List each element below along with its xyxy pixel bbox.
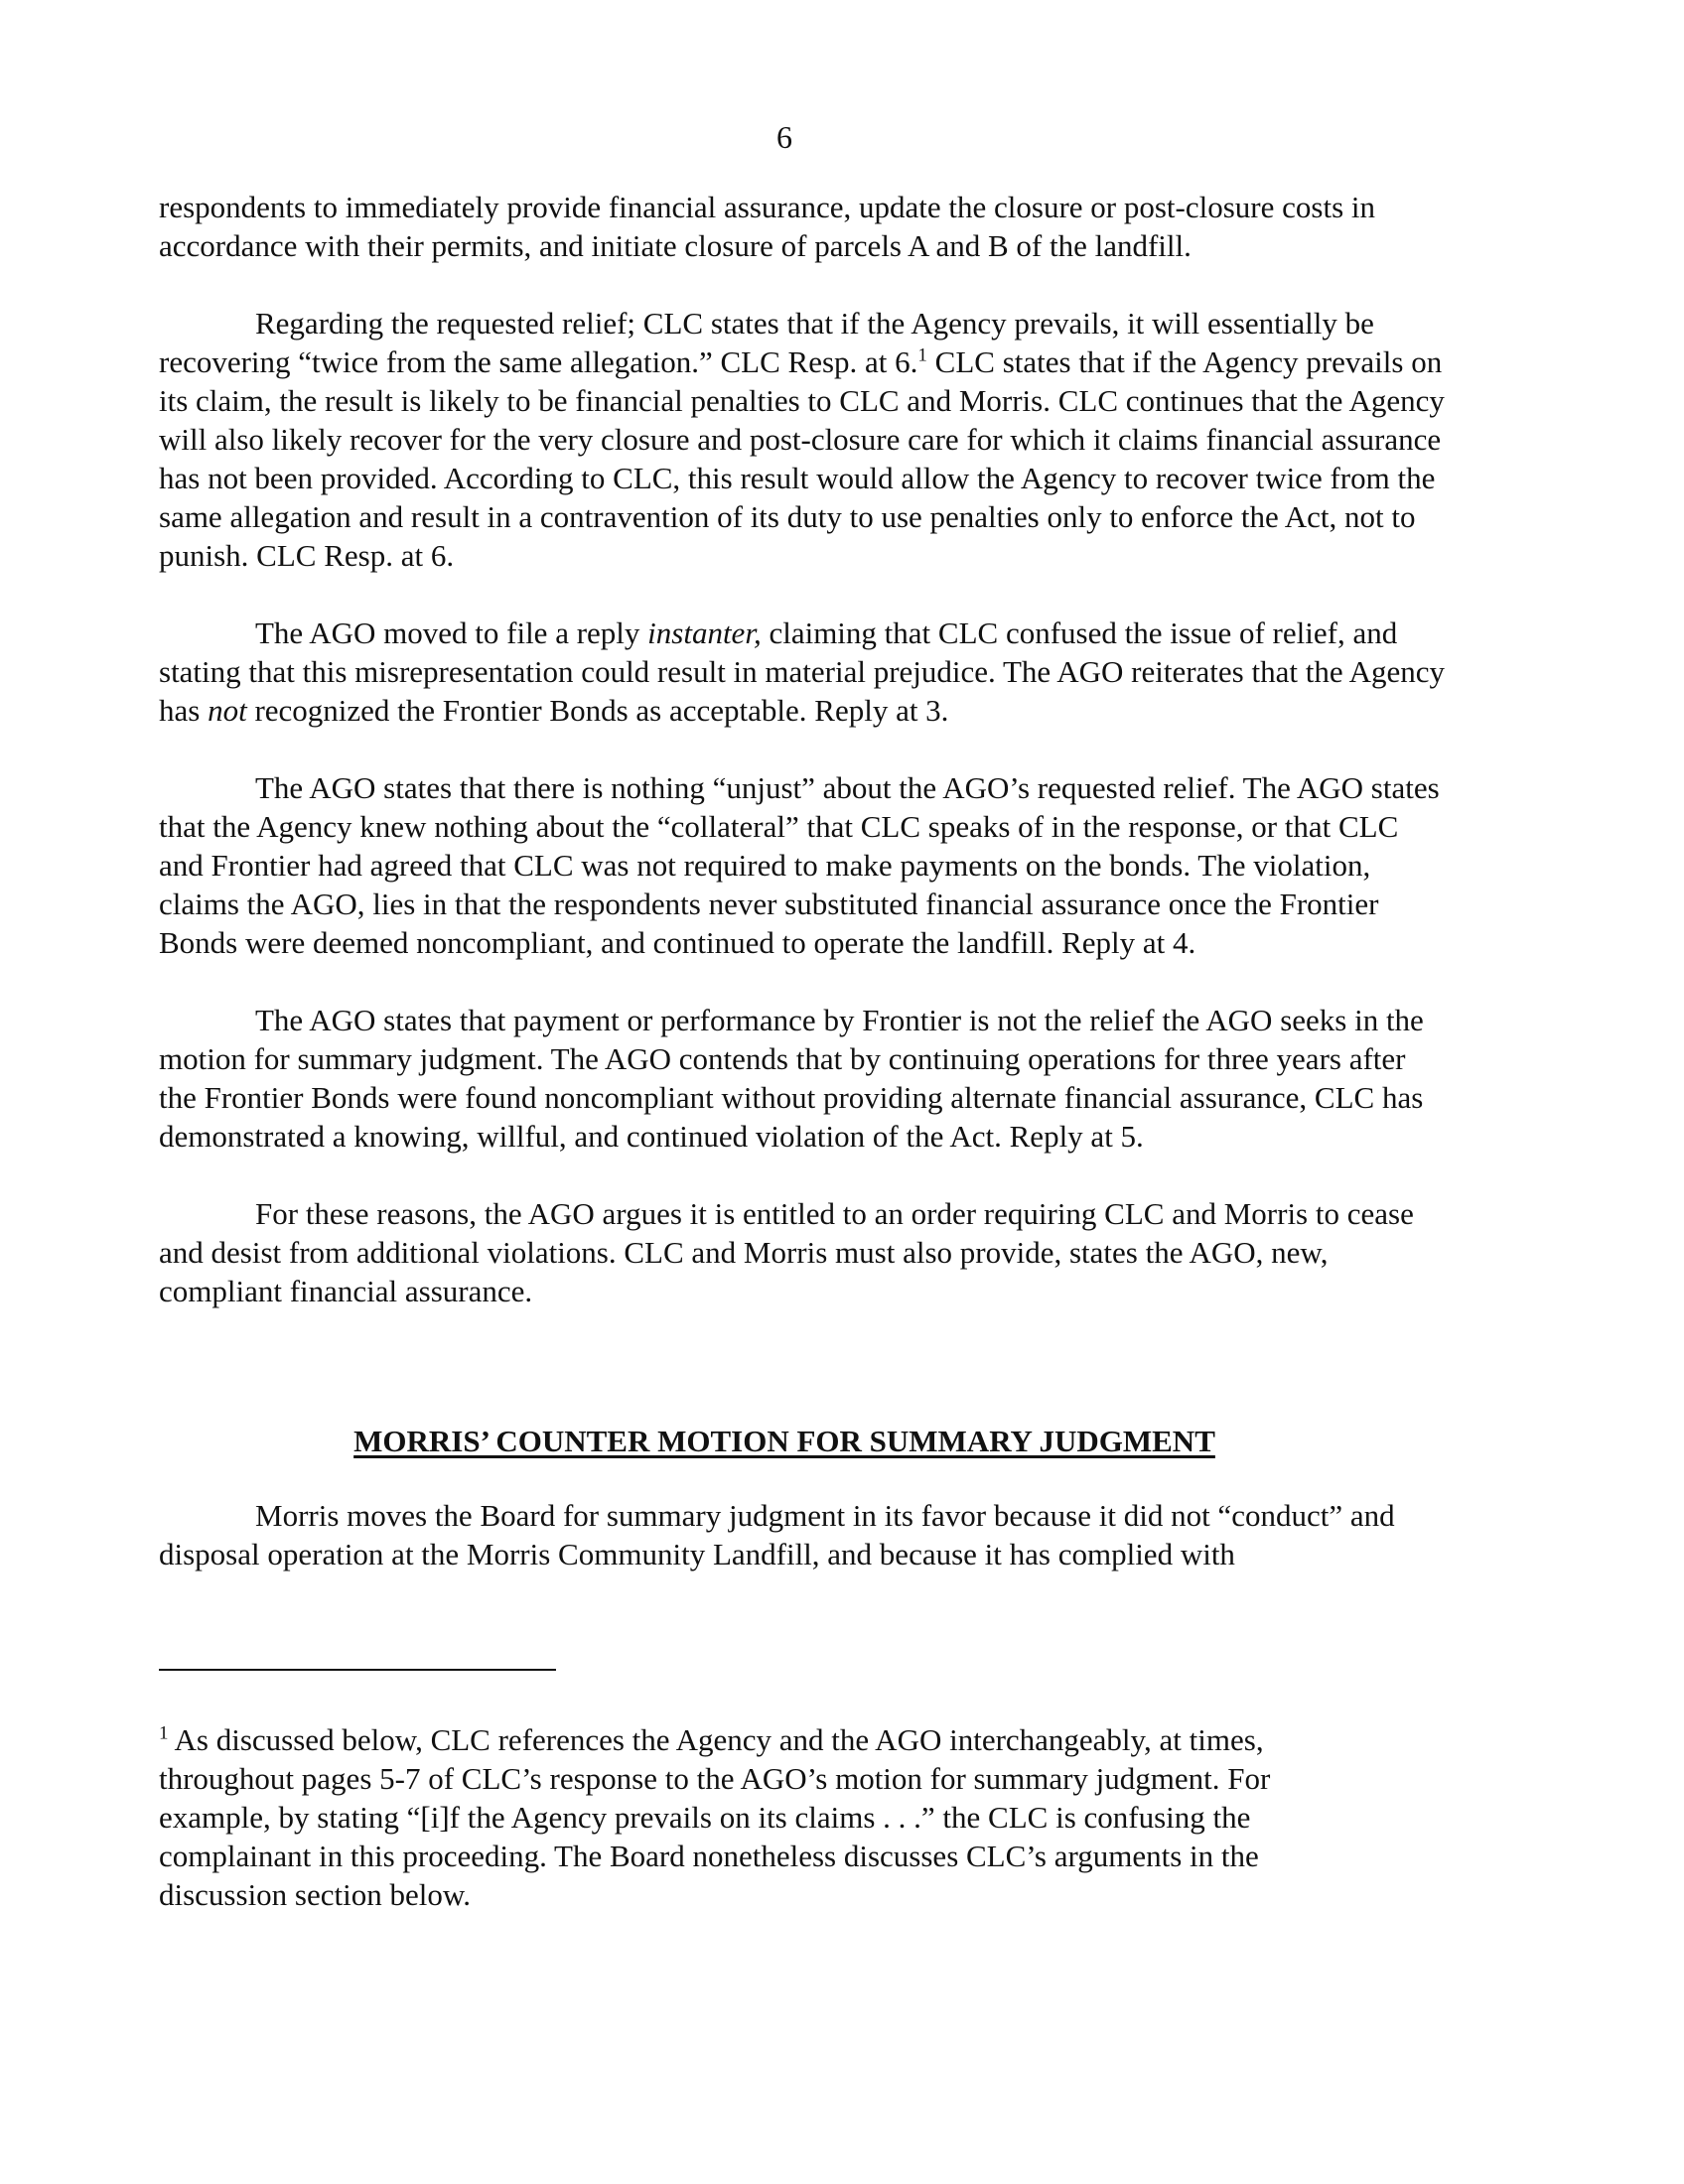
paragraph-requested-relief [159, 304, 1450, 575]
footnote [159, 1720, 1375, 1914]
section-heading: MORRIS’ COUNTER MOTION FOR SUMMARY JUDGMENT [353, 1424, 1215, 1458]
paragraph-text: recognized the Frontier Bonds as acceptable. Reply at 3. [254, 693, 949, 728]
section-body [159, 1496, 1450, 1612]
footnote-marker: 1 [159, 1722, 169, 1744]
paragraph-payment: The AGO states that payment or performance by Frontier is not the relief the AGO seeks in the motion for summary judgment. The AGO contends that by continuing operations for three years after the Frontier Bonds were found noncompliant without providing alternate financial assurance, CLC has demonstrated a knowing, willful, and continued violation of the Act. Reply at 5. [159, 1003, 1424, 1154]
italic-term: instanter, [647, 615, 762, 650]
page-number: 6 [776, 119, 792, 155]
paragraph-ago-reply [159, 614, 1450, 730]
italic-emphasis: not [208, 693, 247, 728]
paragraph-text: Regarding the requested relief; CLC states that if the Agency prevails, it will essentially be recovering “twice from the same allegation.” CLC Resp. at 6. [159, 306, 1374, 379]
paragraph-text: The AGO moved to file a reply [255, 615, 640, 650]
paragraph-unjust: The AGO states that there is nothing “unjust” about the AGO’s requested relief. The AGO states that the Agency knew nothing about the “collateral” that CLC speaks of in the response, or that CLC and Frontier had agreed that CLC was not required to make payments on the bonds. The violation, claims the AGO, lies in that the respondents never substituted financial assurance once the Frontier Bonds were deemed noncompliant, and continued to operate the landfill. Reply at 4. [159, 770, 1440, 960]
body-text [159, 188, 1450, 1349]
footnote-divider [159, 1669, 556, 1671]
footnote-text: As discussed below, CLC references the Agency and the AGO interchangeably, at times, throughout pages 5-7 of CLC’s response to the AGO’s motion for summary judgment. For example, by stating “[i]f the Agency prevails on its claims . . .” the CLC is confusing the complainant in this proceeding. The Board nonetheless discusses CLC’s arguments in the discussion section below. [159, 1722, 1271, 1912]
paragraph-text: claiming that CLC confused the issue of relief, and stating that this misrepresentation could result in material prejudice. The AGO reiterates that the Agency has [159, 615, 1446, 728]
paragraph-reasons: For these reasons, the AGO argues it is entitled to an order requiring CLC and Morris to cease and desist from additional violations. CLC and Morris must also provide, states the AGO, new, compliant financial assurance. [159, 1196, 1414, 1308]
paragraph-morris-motion: Morris moves the Board for summary judgment in its favor because it did not “conduct” and disposal operation at the Morris Community Landfill, and because it has complied with [159, 1498, 1395, 1571]
paragraph-text: CLC states that if the Agency prevails on its claim, the result is likely to be financial penalties to CLC and Morris. CLC continues that the Agency will also likely recover for the very closure and post-closure care for which it claims financial assurance has not been provided. According to CLC, this result would allow the Agency to recover twice from the same allegation and result in a contravention of its duty to use penalties only to enforce the Act, not to punish. CLC Resp. at 6. [159, 344, 1445, 573]
footnote-reference[interactable]: 1 [917, 344, 927, 366]
paragraph-continuation: respondents to immediately provide financial assurance, update the closure or post-closure costs in accordance with their permits, and initiate closure of parcels A and B of the landfill. [159, 190, 1375, 263]
